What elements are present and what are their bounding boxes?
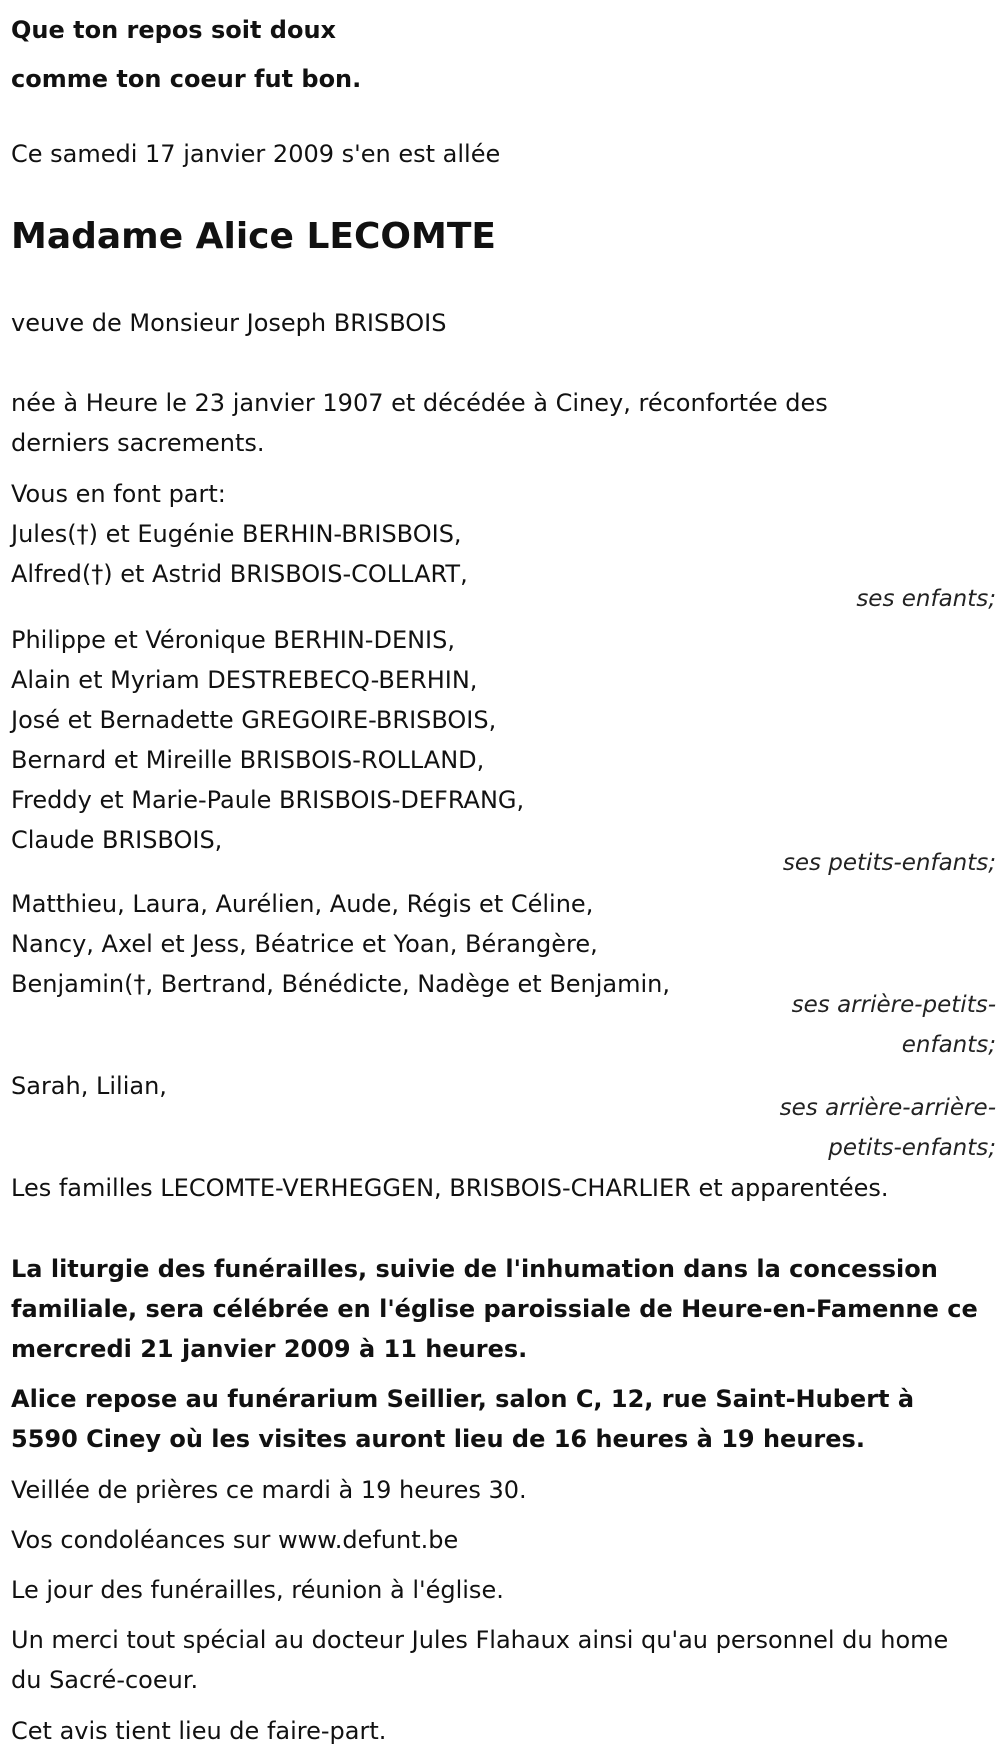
list-item: Benjamin(†, Bertrand, Bénédicte, Nadège et Benjamin, [11, 970, 671, 998]
grandchildren-list [11, 620, 524, 860]
list-item: Bernard et Mireille BRISBOIS-ROLLAND, [11, 746, 485, 774]
great-great-grandchildren-role-line-1: ses arrière-arrière- [779, 1095, 996, 1121]
list-item: Alfred(†) et Astrid BRISBOIS-COLLART, [11, 560, 468, 588]
great-grandchildren-list [11, 884, 670, 1004]
vigil: Veillée de prières ce mardi à 19 heures 30. [11, 1476, 527, 1504]
list-item: Freddy et Marie-Paule BRISBOIS-DEFRANG, [11, 786, 525, 814]
list-item: Jules(†) et Eugénie BERHIN-BRISBOIS, [11, 520, 462, 548]
list-item: Sarah, Lilian, [11, 1072, 167, 1100]
list-item: Philippe et Véronique BERHIN-DENIS, [11, 626, 455, 654]
list-item: Nancy, Axel et Jess, Béatrice et Yoan, Bérangère, [11, 930, 598, 958]
rest-info: Alice repose au funérarium Seillier, salon C, 12, rue Saint-Hubert à 5590 Ciney où les visites auront lieu de 16 heures à 19 heures. [11, 1385, 915, 1453]
list-item: Claude BRISBOIS, [11, 826, 223, 854]
grandchildren-role: ses petits-enfants; [782, 850, 996, 876]
birth-death: née à Heure le 23 janvier 1907 et décédée à Ciney, réconfortée des derniers sacrements. [11, 389, 828, 457]
children-list [11, 514, 468, 594]
great-great-grandchildren-list [11, 1066, 167, 1106]
list-item: Matthieu, Laura, Aurélien, Aude, Régis et Céline, [11, 890, 594, 918]
epigraph [11, 6, 361, 104]
great-great-grandchildren-role [780, 1088, 996, 1168]
condolences: Vos condoléances sur www.defunt.be [11, 1526, 459, 1554]
great-grandchildren-role [792, 985, 996, 1065]
widow-of: veuve de Monsieur Joseph BRISBOIS [11, 309, 447, 337]
families: Les familles LECOMTE-VERHEGGEN, BRISBOIS-CHARLIER et apparentées. [11, 1174, 889, 1202]
meeting: Le jour des funérailles, réunion à l'église. [11, 1576, 504, 1604]
closing: Cet avis tient lieu de faire-part. [11, 1717, 387, 1745]
intro: Vous en font part: [11, 480, 226, 508]
children-role: ses enfants; [856, 586, 996, 612]
epigraph-line-2: comme ton coeur fut bon. [11, 65, 362, 93]
funeral-info: La liturgie des funérailles, suivie de l'inhumation dans la concession familiale, sera célébrée en l'église paroissiale de Heure-en-Famenne ce mercredi 21 janvier 2009 à 11 heures. [11, 1255, 978, 1363]
great-great-grandchildren-role-line-2: petits-enfants; [828, 1135, 996, 1161]
thanks: Un merci tout spécial au docteur Jules Flahaux ainsi qu'au personnel du home du Sacré-coeur. [11, 1626, 949, 1694]
epigraph-line-1: Que ton repos soit doux [11, 16, 337, 44]
great-grandchildren-role-line-2: enfants; [901, 1032, 996, 1058]
announcement: Ce samedi 17 janvier 2009 s'en est allée [11, 140, 501, 168]
great-grandchildren-role-line-1: ses arrière-petits- [791, 992, 996, 1018]
list-item: Alain et Myriam DESTREBECQ-BERHIN, [11, 666, 478, 694]
deceased-name: Madame Alice LECOMTE [11, 216, 496, 257]
list-item: José et Bernadette GREGOIRE-BRISBOIS, [11, 706, 497, 734]
